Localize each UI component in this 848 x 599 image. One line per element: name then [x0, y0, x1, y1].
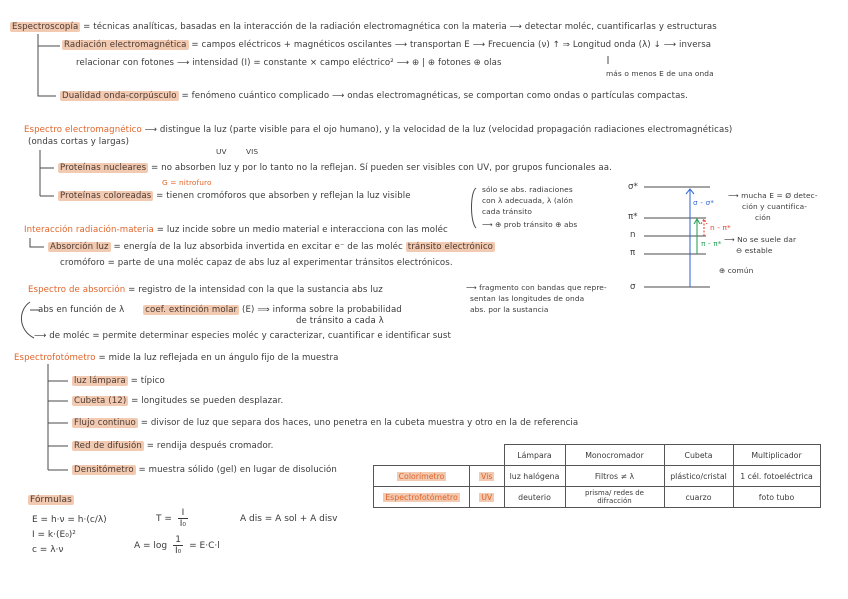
radiacion-note: más o menos E de una onda: [606, 69, 714, 78]
side-l2: con λ adecuada, λ (alón: [482, 196, 573, 205]
vis-label: VIS: [246, 147, 259, 156]
transition-sigma: σ - σ*: [693, 198, 715, 207]
table-cell: deuterio: [504, 487, 565, 508]
spectro-item-text: = longitudes se pueden desplazar.: [131, 396, 284, 406]
energy-note2b: ⊖ estable: [736, 246, 773, 255]
nucleares-line: [58, 163, 612, 174]
formula-speed: c = λ·ν: [32, 545, 64, 555]
espectro-abs-note1: ⟶ fragmento con bandas que repre-: [466, 283, 607, 292]
coloreados-line: [58, 191, 411, 202]
spectro-item-term: luz lámpara: [74, 376, 126, 386]
comparison-table: [373, 444, 821, 508]
table-header-cell: Multiplicador: [733, 445, 820, 466]
energy-note1b: ción y cuantifica-: [742, 202, 808, 211]
spectro-item-term: Densitómetro: [74, 465, 134, 475]
table-row-tag: [470, 487, 505, 508]
row-name-text: Espectrofotómetro: [385, 492, 458, 502]
espectrofotometro-line: [14, 353, 339, 364]
t-fraction: [178, 508, 188, 529]
espectro-abs-branch1: [38, 305, 402, 316]
absorcion-term: Absorción luz: [50, 242, 109, 252]
interaccion-text: = luz incide sobre un medio material e interacciona con las moléc: [156, 225, 448, 235]
uv-label: UV: [216, 147, 227, 156]
table-cell: prisma/ redes de difracción: [565, 487, 664, 508]
table-header-cell: Lámpara: [504, 445, 565, 466]
formula-transmittance: [156, 508, 191, 529]
espectro-em-line2: (ondas cortas y largas): [28, 137, 130, 147]
dualidad-term: Dualidad onda-corpúsculo: [62, 91, 177, 101]
table-cell: luz halógena: [504, 466, 565, 487]
interaccion-line1: [24, 225, 448, 236]
a-fraction: [173, 535, 183, 556]
transito-term: tránsito electrónico: [407, 242, 494, 252]
formula-intensity: I = k·(E₀)²: [32, 530, 76, 540]
table-cell: cuarzo: [664, 487, 733, 508]
table-row: [374, 466, 821, 487]
energy-note1: ⟶ mucha E = Ø detec-: [728, 191, 818, 200]
a-denominator: I₀: [175, 546, 182, 556]
espectro-em-line1: [24, 125, 732, 136]
energy-note3: ⊕ común: [719, 266, 754, 275]
spectro-item-term: Red de difusión: [74, 441, 142, 451]
a-label: A = log: [134, 541, 168, 551]
formulas-title-wrap: [28, 495, 74, 506]
espectro-abs-branch2: ⟶ de moléc = permite determinar especies moléc y caracterizar, cuantificar e identificar sust: [34, 331, 451, 341]
transition-pi-pi: π - π*: [701, 239, 722, 248]
branch1-text: abs en función de λ: [38, 305, 125, 315]
dualidad-text: = fenómeno cuántico complicado ⟶ ondas electromagnéticas, se comportan como ondas o partículas compactas.: [181, 91, 688, 101]
espectrofotometro-title: Espectrofotómetro: [14, 353, 96, 363]
spectro-item-0: [72, 376, 165, 387]
side-l1: sólo se abs. radiaciones: [482, 185, 573, 194]
coef-term: coef. extinción molar: [145, 305, 238, 315]
espectro-em-title: Espectro electromagnético: [24, 125, 142, 135]
radiacion-text-c: Longitud onda (λ) ↓ ⟶ inversa: [572, 40, 712, 50]
a-numerator: 1: [173, 535, 183, 546]
spectro-item-term: Cubeta (12): [74, 396, 127, 406]
absorcion-text: = energía de la luz absorbida invertida en excitar e⁻ de las moléc: [113, 242, 403, 252]
table-cell: Filtros ≠ λ: [565, 466, 664, 487]
level-sigma: σ: [630, 282, 636, 292]
transition-n-pi: n - π*: [710, 223, 731, 232]
level-sigma-star: σ*: [628, 182, 638, 192]
t-label: T =: [156, 514, 172, 524]
row-tag-text: UV: [481, 492, 493, 502]
spectro-item-text: = muestra sólido (gel) en lugar de disolución: [138, 465, 337, 475]
espectro-em-text: ⟶ distingue la luz (parte visible para el ojo humano), y la velocidad de la luz (velocidad propagación radiaciones electromagnéticas): [144, 125, 733, 135]
table-corner: [374, 445, 470, 466]
spectro-item-3: [72, 441, 273, 452]
t-numerator: I: [178, 508, 188, 519]
table-row-tag: [470, 466, 505, 487]
coloreados-term: Proteínas coloreadas: [60, 191, 152, 201]
radiacion-photons: ⟶ ⊕ | ⊕ fotones ⊕ olas: [396, 58, 502, 68]
espectrofotometro-text: = mide la luz reflejada en un ángulo fijo de la muestra: [98, 353, 339, 363]
table-cell: 1 cél. fotoeléctrica: [733, 466, 820, 487]
espectro-abs-text: = registro de la intensidad con la que la sustancia abs luz: [128, 285, 383, 295]
dualidad-line: [60, 91, 688, 102]
formulas-title: Fórmulas: [30, 495, 72, 505]
spectro-item-term: Flujo continuo: [74, 418, 136, 428]
cromoforo-line: cromóforo = parte de una moléc capaz de abs luz al experimentar tránsitos electrónicos.: [60, 258, 453, 268]
a-rest: = E·C·l: [189, 541, 220, 551]
coef-sym: (E): [242, 305, 255, 315]
row-name-text: Colorímetro: [398, 471, 445, 481]
table-header-row: [374, 445, 821, 466]
table-header-cell: Monocromador: [565, 445, 664, 466]
formula-energy: E = h·ν = h·(c/λ): [32, 515, 107, 525]
table-cell: plástico/cristal: [664, 466, 733, 487]
table-row-name: [374, 487, 470, 508]
radiacion-text-a: = campos eléctricos + magnéticos oscilantes ⟶ transportan E: [191, 40, 470, 50]
spectro-item-4: [72, 465, 337, 476]
espectro-abs-line1: [28, 285, 383, 296]
header-line: = técnicas analíticas, basadas en la interacción de la radiación electromagnética con la materia ⟶ detectar moléc, cuantificarlas y estructuras: [83, 22, 717, 32]
energy-note2: ⟶ No se suele dar: [724, 235, 797, 244]
side-l3: cada tránsito: [482, 207, 532, 216]
nucleares-text: = no absorben luz y por lo tanto no la reflejan. Sí pueden ser visibles con UV, por grupos funcionales aa.: [151, 163, 612, 173]
row-tag-text: Vis: [481, 471, 493, 481]
formula-additivity: A dis = A sol + A disv: [240, 514, 338, 524]
formula-absorbance: [134, 535, 220, 556]
radiacion-text-b: ⟶ Frecuencia (ν) ↑ ⇒: [472, 40, 571, 50]
spectro-item-2: [72, 418, 578, 429]
espectro-abs-note2: sentan las longitudes de onda: [470, 294, 585, 303]
side-l4: ⟶ ⊕ prob tránsito ⊕ abs: [482, 220, 578, 229]
coef-line: ⟹ informa sobre la probabilidad: [257, 305, 402, 315]
radiacion-line1: [62, 40, 711, 51]
level-n: n: [630, 230, 636, 240]
espectro-abs-note3: abs. por la sustancia: [470, 305, 549, 314]
table-row: [374, 487, 821, 508]
header-term: Espectroscopía: [12, 22, 79, 32]
level-pi-star: π*: [628, 212, 638, 222]
energy-note1c: ción: [755, 213, 771, 222]
spectro-item-text: = típico: [130, 376, 165, 386]
spectro-item-text: = rendija después cromador.: [146, 441, 274, 451]
espectro-abs-title: Espectro de absorción: [28, 285, 126, 295]
level-pi: π: [630, 248, 636, 258]
t-denominator: I₀: [179, 519, 187, 529]
radiacion-term: Radiación electromagnética: [64, 40, 187, 50]
nucleares-term: Proteínas nucleares: [60, 163, 147, 173]
coloreados-text: = tienen cromóforos que absorben y reflejan la luz visible: [156, 191, 411, 201]
spectro-item-1: [72, 396, 283, 407]
spectro-item-text: = divisor de luz que separa dos haces, uno penetra en la cubeta muestra y otro en la de referencia: [140, 418, 579, 428]
interaccion-title: Interacción radiación-materia: [24, 225, 154, 235]
g-note: G = nitrofuro: [162, 178, 212, 187]
table-row-name: [374, 466, 470, 487]
radiacion-intensity: relacionar con fotones ⟶ intensidad (I) = constante × campo eléctrico²: [76, 58, 394, 68]
coef-line2: de tránsito a cada λ: [296, 316, 384, 326]
table-cell: foto tubo: [733, 487, 820, 508]
absorcion-line: [48, 242, 495, 253]
header-title: [10, 22, 717, 33]
table-header-cell: Cubeta: [664, 445, 733, 466]
table-corner: [470, 445, 505, 466]
radiacion-line2: [76, 58, 502, 69]
